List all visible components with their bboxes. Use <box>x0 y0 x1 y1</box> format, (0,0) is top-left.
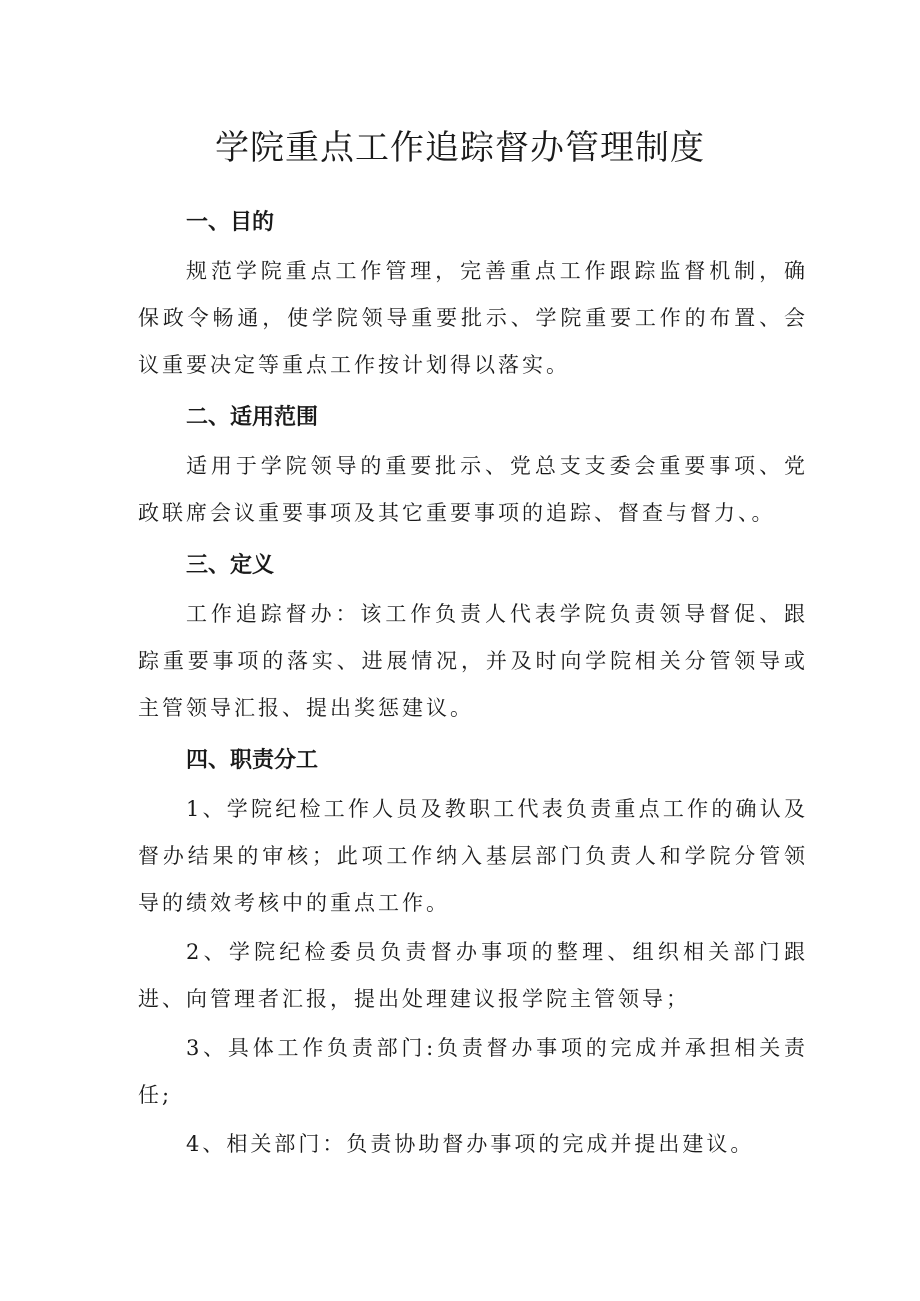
document-title: 学院重点工作追踪督办管理制度 <box>215 128 705 168</box>
section-heading: 四、职责分工 <box>186 748 319 773</box>
section-scope <box>138 395 808 537</box>
section-paragraph: 工作追踪督办：该工作负责人代表学院负责领导督促、跟踪重要事项的落实、进展情况，并及时向学院相关分管领导或主管领导汇报、提出奖惩建议。 <box>138 602 808 720</box>
list-item: 4、相关部门：负责协助督办事项的完成并提出建议。 <box>186 1132 755 1156</box>
document-body <box>138 200 808 1168</box>
section-definition <box>138 543 808 732</box>
section-responsibilities <box>138 738 808 1168</box>
list-item: 3、具体工作负责部门:负责督办事项的完成并承担相关责任; <box>138 1036 808 1107</box>
section-paragraph: 适用于学院领导的重要批示、党总支支委会重要事项、党政联席会议重要事项及其它重要事项的追踪、督查与督力、。 <box>138 454 808 525</box>
section-heading: 一、目的 <box>186 210 275 235</box>
section-purpose <box>138 200 808 389</box>
section-heading: 二、适用范围 <box>186 405 319 430</box>
list-item: 2、学院纪检委员负责督办事项的整理、组织相关部门跟进、向管理者汇报，提出处理建议报学院主管领导； <box>138 940 808 1011</box>
section-heading: 三、定义 <box>186 553 275 578</box>
list-item: 1、学院纪检工作人员及教职工代表负责重点工作的确认及督办结果的审核；此项工作纳入基层部门负责人和学院分管领导的绩效考核中的重点工作。 <box>138 797 808 915</box>
section-paragraph: 规范学院重点工作管理，完善重点工作跟踪监督机制，确保政令畅通，使学院领导重要批示、学院重要工作的布置、会议重要决定等重点工作按计划得以落实。 <box>138 259 808 377</box>
